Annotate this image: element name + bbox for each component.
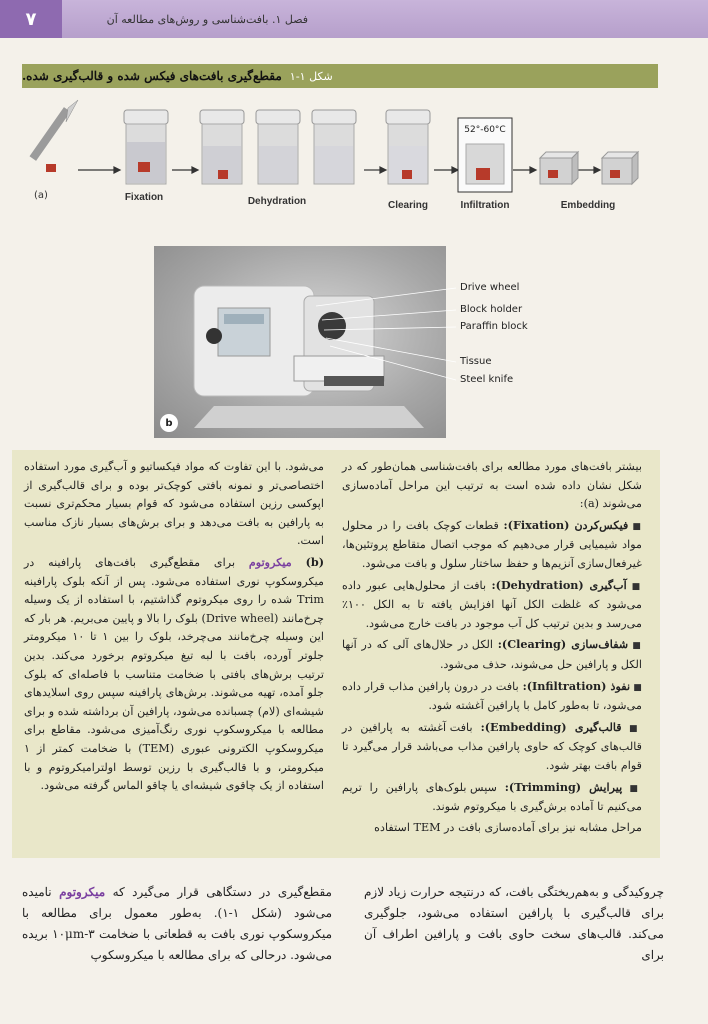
list-item-infiltration: ■ نفوذ (Infiltration): بافت در درون پارافین مذاب قرار داده می‌شود، تا به‌طور کامل با پارافین آغشته شود. — [342, 677, 642, 716]
list-item-dehydration: ■ آب‌گیری (Dehydration): بافت از محلول‌هایی عبور داده می‌شود که غلظت الکل آنها افزایش یافته تا به الکل ۱۰۰٪ می‌رسد و بدین ترتیب کل آب موجود در بافت خارج می‌شود. — [342, 576, 642, 634]
panel-a-label: (a) — [34, 190, 48, 201]
tissue-processing-illustration — [26, 96, 656, 216]
left-para-1: می‌شود. با این تفاوت که مواد فیکساتیو و آب‌گیری مورد استفاده اختصاصی‌تر و نمونه بافتی کوچک‌تر بوده و برای قالب‌گیری از اپوکسی رزین استفاده می‌شود که قوام بسیار محکم‌تری نسبت به پارافین به بافت می‌دهد و برای برش‌های بسیار نازک مناسب است. — [24, 460, 324, 548]
step-fixation: Fixation — [124, 192, 164, 203]
step-infiltration: Infiltration — [460, 200, 510, 211]
left-column — [24, 458, 324, 798]
right-column — [342, 458, 642, 839]
callout-paraffin-block: Paraffin block — [460, 321, 528, 332]
step-dehydration: Dehydration — [247, 196, 307, 207]
embedding-block-1 — [540, 152, 578, 184]
intro-text: بیشتر بافت‌های مورد مطالعه برای بافت‌شناسی همان‌طور که در شکل نشان داده شده است به ترتیب این مراحل آماده‌سازی می‌شوند (a): — [342, 460, 642, 511]
callout-tissue: Tissue — [460, 356, 492, 367]
jar-dehydration-1 — [200, 110, 244, 184]
list-item-fixation: ■ فیکس‌کردن (Fixation): قطعات کوچک بافت را در محلول مواد شیمیایی قرار می‌دهیم که موجب اتصال متقاطع پروتئین‌ها، غیرفعال‌سازی آنزیم‌ها و حفظ ساختار سلول و بافت می‌شود. — [342, 516, 642, 574]
callout-steel-knife: Steel knife — [460, 374, 514, 385]
closing-text: مراحل مشابه نیز برای آماده‌سازی بافت در TEM استفاده — [374, 820, 642, 834]
panel-b-label: b — [160, 414, 178, 432]
bottom-left-paragraph: مقطع‌گیری در دستگاهی قرار می‌گیرد که میکروتوم نامیده می‌شود (شکل ۱-۱). به‌طور معمول برای مطالعه با میکروسکوپ نوری بافت به قطعاتی با ضخامت ۱۰μm-۳ بریده می‌شود. درحالی که برای مطالعه با میکروسکوپ — [22, 885, 333, 962]
figure-label: شکل ۱-۱ — [289, 69, 333, 83]
step-clearing: Clearing — [387, 200, 429, 211]
jar-dehydration-2 — [256, 110, 300, 184]
list-item-clearing: ■ شفاف‌سازی (Clearing): الکل در حلال‌های آلی که در آنها الکل و پارافین حل می‌شوند، حذف می‌شود. — [342, 635, 642, 674]
bottom-right-paragraph: چروکیدگی و به‌هم‌ریختگی بافت، که درنتیجه حرارت زیاد لازم برای قالب‌گیری با پارافین استفاده می‌شود، جلوگیری می‌کند. قالب‌های سخت حاوی بافت و پارافین اطراف آن برای — [364, 885, 664, 962]
callout-block-holder: Block holder — [460, 304, 523, 315]
infiltration-box — [458, 118, 512, 192]
page-number: ۷ — [0, 0, 62, 38]
left-para-2: (b) میکروتوم برای مقطع‌گیری بافت‌های پارافینه در میکروسکوپ نوری استفاده می‌شود. پس از آنکه بلوک پارافینه Trim شده را روی میکروتوم گذاشتیم، با استفاده از یک وسیله چرخ‌مانند (Drive wheel) بلوک را بالا و پایین می‌بریم. هر بار که این وسیله چرخ‌مانند می‌چرخد، بلوک را بین ۱ تا ۱۰ میکرومتر جلوتر آورده، بافت با لبه تیغ میکروتوم برخورد می‌کند. بدین ترتیب برش‌های بافتی با ضخامت متناسب با فاصله‌ای که بلوک جلو آمده، تهیه می‌شوند. برش‌های پارافینه سپس روی اسلایدهای شیشه‌ای (لام) چسبانده می‌شود، پارافین آن برداشته شده و برای مطالعه با میکروسکوپ نوری رنگ‌آمیزی می‌شود. مقاطع برای میکروسکوپ الکترونی عبوری (TEM) با ضخامت کمتر از ۱ میکرومتر، و با قالب‌گیری با رزین توسط اولترامیکروتوم و با استفاده از یک چاقوی شیشه‌ای یا چاقو الماس گرفته می‌شود. — [24, 554, 325, 793]
temperature-label: 52°-60°C — [464, 125, 506, 135]
list-item-trimming: ■ پیرایش (Trimming): سپس بلوک‌های پارافین را تریم می‌کنیم تا آماده برش‌گیری با میکروتوم شوند. — [342, 778, 642, 817]
jar-fixation — [124, 110, 168, 184]
list-item-embedding: ■ قالب‌گیری (Embedding): بافت آغشته به پارافین در قالب‌های کوچک که حاوی پارافین مذاب می‌باشد قرار می‌گیرد تا قوام بافت بهتر شود. — [342, 718, 642, 776]
callout-lines — [300, 280, 470, 390]
jar-dehydration-3 — [312, 110, 356, 184]
step-embedding: Embedding — [560, 200, 616, 211]
chapter-title: فصل ۱. بافت‌شناسی و روش‌های مطالعه آن — [106, 13, 308, 26]
jar-clearing — [386, 110, 430, 184]
figure-title: مقطع‌گیری بافت‌های فیکس شده و قالب‌گیری شده. — [22, 69, 282, 83]
callout-drive-wheel: Drive wheel — [460, 282, 520, 293]
page-header — [0, 0, 708, 38]
embedding-block-2 — [602, 152, 638, 184]
scalpel-icon — [30, 100, 78, 172]
caption-text-box — [12, 450, 660, 858]
figure-caption-bar — [22, 64, 658, 88]
